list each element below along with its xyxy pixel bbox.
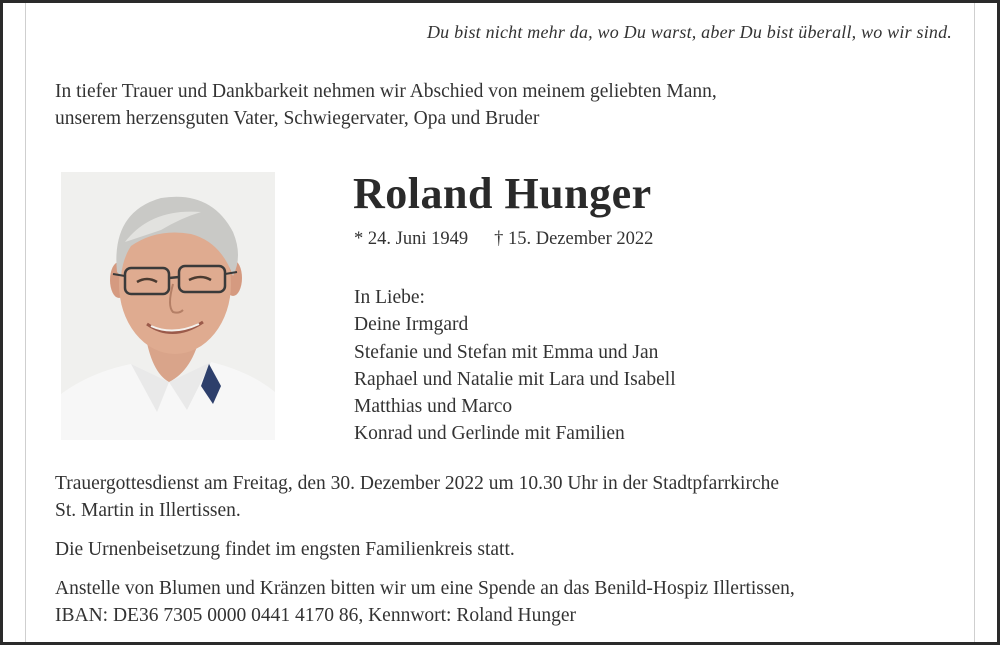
deceased-name: Roland Hunger: [353, 169, 652, 218]
mourners-list: [354, 284, 676, 448]
service-line-2: St. Martin in Illertissen.: [55, 500, 241, 521]
mourner-line: Matthias und Marco: [354, 396, 513, 418]
mourner-line: Konrad und Gerlinde mit Familien: [354, 423, 625, 445]
portrait-illustration: [61, 172, 275, 440]
mourners-heading: In Liebe:: [354, 287, 425, 308]
intro-text: [55, 78, 717, 132]
right-rule: [974, 3, 975, 642]
mourner-line: Raphael und Natalie mit Lara und Isabell: [354, 368, 676, 390]
life-dates: [354, 229, 653, 250]
intro-line-2: unserem herzensguten Vater, Schwiegervater, Opa und Bruder: [55, 108, 540, 129]
donation-line-1: Anstelle von Blumen und Kränzen bitten wir um eine Spende an das Benild-Hospiz Illertissen,: [55, 578, 795, 599]
mourner-line: Stefanie und Stefan mit Emma und Jan: [354, 341, 659, 363]
donation-line-2: IBAN: DE36 7305 0000 0441 4170 86, Kennwort: Roland Hunger: [55, 605, 577, 626]
portrait-photo: [61, 172, 275, 440]
left-rule: [25, 3, 26, 642]
quote: Du bist nicht mehr da, wo Du warst, aber Du bist überall, wo wir sind.: [426, 22, 952, 42]
death-date: † 15. Dezember 2022: [494, 229, 654, 249]
mourner-line: Deine Irmgard: [354, 314, 469, 336]
donation-info: [55, 575, 795, 629]
service-line-1: Trauergottesdienst am Freitag, den 30. Dezember 2022 um 10.30 Uhr in der Stadtpfarrkirche: [55, 473, 780, 494]
intro-line-1: In tiefer Trauer und Dankbarkeit nehmen wir Abschied von meinem geliebten Mann,: [55, 81, 717, 102]
birth-date: * 24. Juni 1949: [354, 229, 469, 249]
burial-info: Die Urnenbeisetzung findet im engsten Familienkreis statt.: [55, 539, 515, 560]
service-info: [55, 470, 779, 524]
